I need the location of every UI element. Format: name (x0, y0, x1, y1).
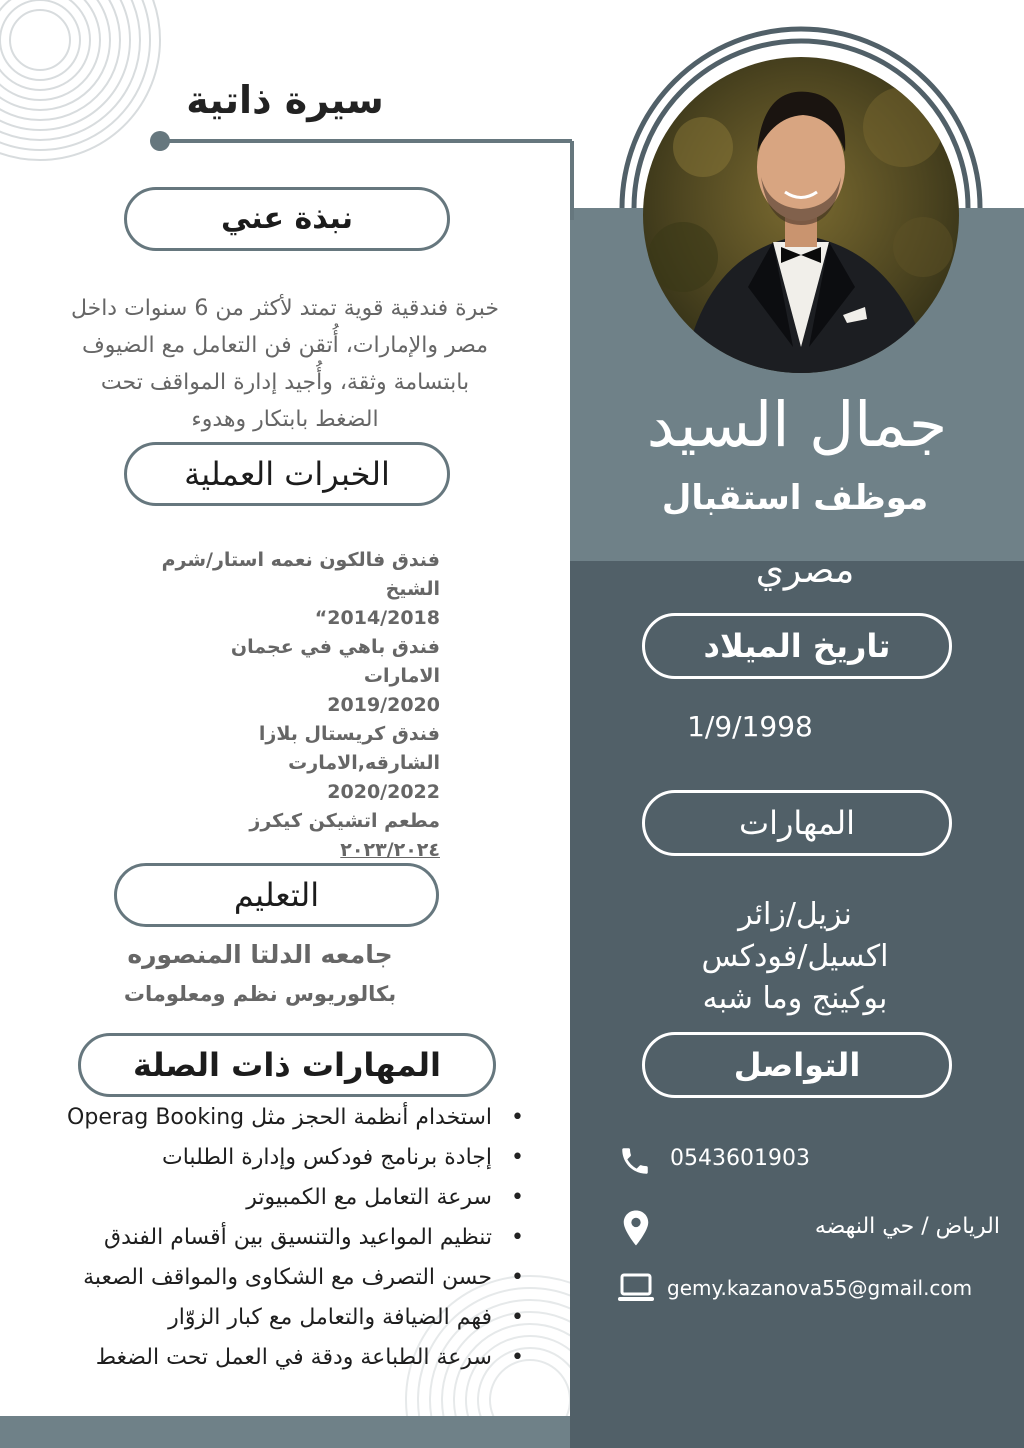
experience-line: فندق فالكون نعمه استار/شرم (161, 549, 440, 571)
skill-item: اكسيل/فودكس (701, 939, 889, 974)
section-related-skills-heading: المهارات ذات الصلة (78, 1033, 496, 1097)
experience-line: ٢٠٢٣/٢٠٢٤ (340, 839, 440, 861)
section-skills-heading: المهارات (642, 790, 952, 856)
about-line: بابتسامة وثقة، وأُجيد إدارة المواقف تحت (100, 370, 470, 395)
list-item: • استخدام أنظمة الحجز مثل Operag Booking (20, 1098, 530, 1138)
section-about-heading: نبذة عني (124, 187, 450, 251)
skills-list (640, 894, 950, 1020)
about-line: مصر والإمارات، أُتقن فن التعامل مع الضيوف (81, 333, 489, 358)
experience-line: فندق باهي في عجمان الامارات (230, 636, 440, 687)
phone-icon (618, 1144, 652, 1178)
skill-item: نزيل/زائر (738, 897, 852, 932)
list-item: • حسن التصرف مع الشكاوى والمواقف الصعبة (20, 1258, 530, 1298)
list-item: • إجادة برنامج فودكس وإدارة الطلبات (20, 1138, 530, 1178)
education-degree: بكالوريوس نظم ومعلومات (123, 982, 397, 1006)
contact-phone[interactable]: 0543601903 (670, 1146, 810, 1171)
section-birth-date-heading: تاريخ الميلاد (642, 613, 952, 679)
related-skills-list (20, 1098, 530, 1378)
experience-line: الشارقه,الامارت (288, 752, 440, 774)
education-university: جامعه الدلتا المنصوره (127, 940, 393, 969)
candidate-name: جمال السيد (646, 388, 948, 461)
bottom-bar (0, 1416, 570, 1448)
section-education-heading: التعليم (114, 863, 439, 927)
about-line: خبرة فندقية قوية تمتد لأكثر من 6 سنوات داخل (70, 296, 500, 321)
profile-photo (643, 57, 959, 373)
about-paragraph (30, 290, 540, 438)
candidate-role: موظف استقبال (661, 478, 929, 518)
document-title: سيرة ذاتية (186, 78, 384, 122)
list-item: • فهم الضيافة والتعامل مع كبار الزوّار (20, 1298, 530, 1338)
experience-line: مطعم اتشيكن كيكرز (249, 810, 440, 832)
experience-line: فندق كريستال بلازا (258, 723, 440, 745)
contact-email[interactable]: gemy.kazanova55@gmail.com (667, 1276, 973, 1300)
about-line: الضغط بابتكار وهدوء (191, 407, 379, 432)
birth-date-value: 1/9/1998 (687, 710, 813, 743)
experience-line: 2014/2018“ (314, 607, 440, 629)
contact-address: الرياض / حي النهضه (814, 1214, 1000, 1239)
section-experience-heading: الخبرات العملية (124, 442, 450, 506)
skill-item: بوكينج وما شبه (702, 981, 888, 1016)
section-contact-heading: التواصل (642, 1032, 952, 1098)
list-item: • تنظيم المواعيد والتنسيق بين أقسام الفندق (20, 1218, 530, 1258)
location-pin-icon (622, 1210, 650, 1246)
nationality: مصري (755, 550, 855, 591)
experience-line: الشيخ (385, 578, 440, 600)
list-item: • سرعة الطباعة ودقة في العمل تحت الضغط (20, 1338, 530, 1378)
laptop-icon (617, 1272, 655, 1304)
list-item: • سرعة التعامل مع الكمبيوتر (20, 1178, 530, 1218)
experience-line: 2020/2022 (327, 781, 440, 803)
experience-list (150, 546, 440, 865)
experience-line: 2019/2020 (327, 694, 440, 716)
